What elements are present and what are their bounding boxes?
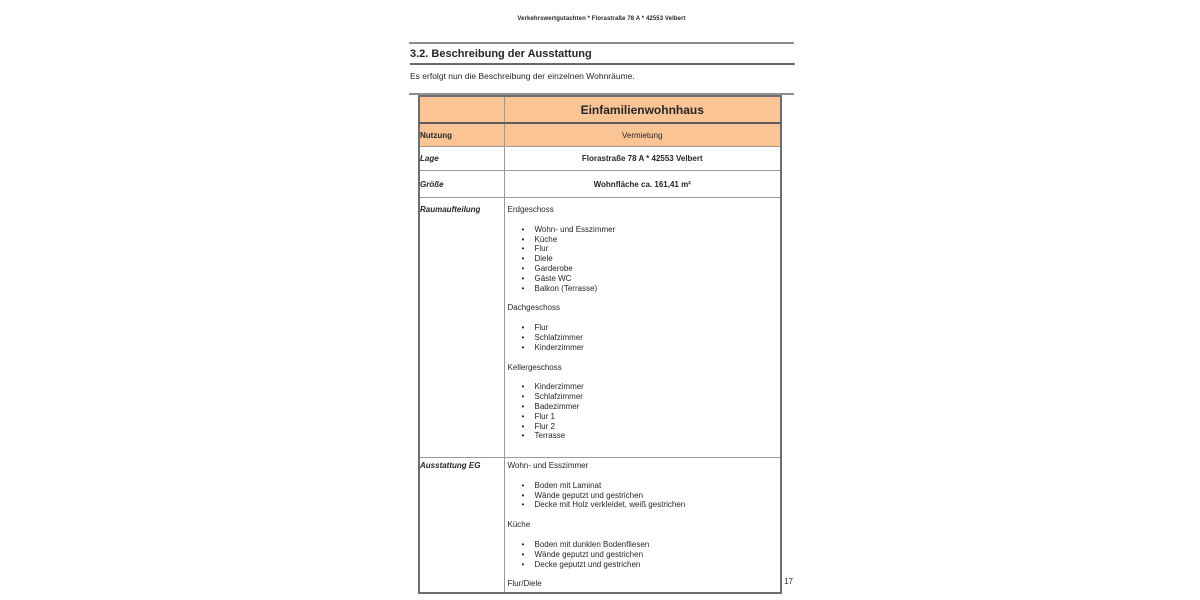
list-item: • Flur [508, 323, 777, 333]
list-item: • Decke geputzt und gestrichen [508, 560, 777, 570]
room-list-erdgeschoss [508, 225, 777, 294]
list-item: • Kinderzimmer [508, 343, 777, 353]
list-item: • Boden mit Laminat [508, 481, 777, 491]
table-row-nutzung [419, 123, 781, 147]
section-title: Erdgeschoss [507, 205, 554, 214]
list-item: • Decke mit Holz verkleidet, weiß gestrichen [508, 500, 777, 510]
table-row-groesse [419, 171, 781, 198]
section-title: Kellergeschoss [507, 362, 562, 372]
feature-list-kueche [508, 540, 777, 569]
list-item: • Diele [508, 254, 777, 264]
list-item: • Boden mit dunklen Bodenfliesen [508, 540, 777, 550]
list-item: • Balkon (Terrasse) [508, 284, 777, 294]
row-value-raumaufteilung [504, 198, 781, 458]
section-title: Dachgeschoss [507, 303, 560, 313]
property-table [418, 95, 782, 594]
page-number: 17 [784, 577, 793, 586]
row-value-ausstattung-eg [504, 458, 781, 594]
section-title: Wohn- und Esszimmer [507, 461, 589, 470]
row-label-groesse: Größe [419, 171, 504, 198]
list-item: • Garderobe [508, 264, 777, 274]
row-label-ausstattung-eg: Ausstattung EG [419, 458, 504, 594]
room-list-kellergeschoss [508, 382, 777, 441]
table-header-row [419, 96, 781, 123]
list-item: • Schlafzimmer [508, 392, 777, 402]
list-item: • Flur [508, 244, 777, 254]
row-value-lage: Florastraße 78 A * 42553 Velbert [504, 147, 781, 171]
document-page [409, 0, 794, 600]
table-header-empty-cell [419, 96, 504, 123]
list-item: • Terrasse [508, 431, 777, 441]
table-row-ausstattung-eg [419, 458, 781, 594]
list-item: • Flur 2 [508, 422, 777, 432]
table-title: Einfamilienwohnhaus [504, 96, 781, 123]
room-list-dachgeschoss [508, 323, 777, 352]
list-item: • Schlafzimmer [508, 333, 777, 343]
list-item: • Wohn- und Esszimmer [508, 225, 777, 235]
intro-paragraph: Es erfolgt nun die Beschreibung der einzelnen Wohnräume. [410, 71, 635, 81]
list-item: • Küche [508, 235, 777, 245]
row-label-nutzung: Nutzung [419, 123, 504, 147]
list-item: • Flur 1 [508, 412, 777, 422]
table-row-raumaufteilung [419, 198, 781, 458]
list-item: • Wände geputzt und gestrichen [508, 491, 777, 501]
list-item: • Wände geputzt und gestrichen [508, 550, 777, 560]
feature-list-wohn-esszimmer [508, 481, 777, 510]
list-item: • Gäste WC [508, 274, 777, 284]
section-title: Küche [507, 520, 531, 530]
ausstattung-eg-content [505, 458, 781, 589]
list-item: • Badezimmer [508, 402, 777, 412]
row-value-groesse: Wohnfläche ca. 161,41 m² [504, 171, 781, 198]
row-label-raumaufteilung: Raumaufteilung [419, 198, 504, 458]
table-row-lage [419, 147, 781, 171]
section-heading: 3.2. Beschreibung der Ausstattung [410, 48, 795, 65]
header-divider-rule [409, 42, 794, 44]
running-header: Verkehrswertgutachten * Florastraße 78 A * 42553 Velbert [517, 16, 686, 22]
property-table-container [418, 95, 782, 589]
row-label-lage: Lage [419, 147, 504, 171]
row-value-nutzung: Vermietung [504, 123, 781, 147]
list-item: • Kinderzimmer [508, 382, 777, 392]
raumaufteilung-content [505, 198, 781, 441]
section-title: Flur/Diele [507, 579, 542, 589]
